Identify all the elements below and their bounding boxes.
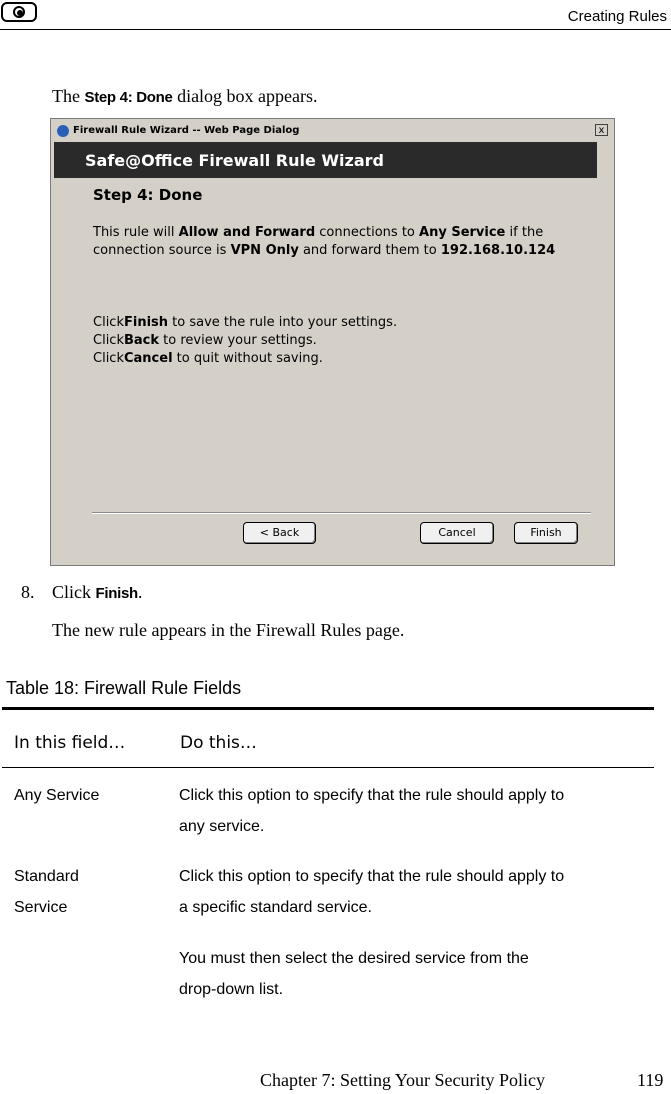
step-8-result: The new rule appears in the Firewall Rules page. — [52, 620, 405, 640]
field-line: Service — [14, 899, 68, 916]
browser-icon — [57, 125, 69, 137]
column-header-action: Do this… — [180, 733, 257, 753]
running-header-title: Creating Rules — [567, 8, 667, 25]
instruction-text: to save the rule into your settings. — [172, 315, 398, 330]
table-top-rule — [2, 707, 654, 710]
intro-suffix: dialog box appears. — [177, 86, 318, 106]
page-number: 119 — [637, 1070, 664, 1090]
column-header-field: In this field… — [14, 733, 126, 753]
instruction-text: to quit without saving. — [176, 351, 323, 366]
summary-line-1 — [93, 225, 543, 240]
description-line: any service. — [179, 818, 265, 835]
instruction-text: Click — [93, 315, 124, 330]
step-suffix: . — [137, 582, 143, 602]
wizard-banner-title: Safe@Office Firewall Rule Wizard — [85, 151, 384, 170]
intro-bold: Step 4: Done — [84, 89, 173, 106]
step-8-instruction — [52, 581, 142, 605]
intro-paragraph — [52, 85, 318, 109]
instruction-text: to review your settings. — [163, 333, 317, 348]
description-line: Click this option to specify that the rule should apply to — [179, 787, 565, 804]
summary-text: and forward them to — [302, 243, 437, 258]
instruction-keyword: Cancel — [123, 351, 173, 366]
table-row-description — [179, 780, 564, 842]
summary-text: connections to — [319, 225, 415, 240]
dialog-window-title: Firewall Rule Wizard -- Web Page Dialog — [73, 125, 300, 136]
instruction-keyword: Finish — [123, 315, 169, 330]
summary-destination: 192.168.10.124 — [440, 243, 556, 258]
wizard-dialog-screenshot — [50, 118, 615, 566]
summary-text: This rule will — [93, 225, 175, 240]
instruction-keyword: Back — [123, 333, 160, 348]
summary-text: if the — [509, 225, 544, 240]
summary-source: VPN Only — [230, 243, 299, 258]
camera-eye-icon — [1, 2, 37, 22]
description-line: a specific standard service. — [179, 899, 372, 916]
summary-action: Allow and Forward — [178, 225, 316, 240]
header-rule — [0, 29, 671, 30]
instruction-text: Click — [93, 333, 124, 348]
table-header-rule — [2, 767, 654, 768]
summary-text: connection source is — [93, 243, 227, 258]
footer-chapter: Chapter 7: Setting Your Security Policy — [260, 1070, 545, 1090]
table-row-note — [179, 943, 529, 1005]
note-line: drop-down list. — [179, 981, 284, 998]
step-bold: Finish — [95, 585, 138, 602]
intro-prefix: The — [52, 86, 80, 106]
step-number: 8. — [21, 582, 35, 602]
table-row-field — [14, 861, 79, 923]
icon-dot — [17, 10, 23, 16]
back-button[interactable]: < Back — [243, 522, 316, 544]
table-row-field: Any Service — [14, 787, 100, 804]
finish-button[interactable]: Finish — [514, 522, 578, 544]
summary-service: Any Service — [419, 225, 506, 240]
description-line: Click this option to specify that the rule should apply to — [179, 868, 565, 885]
note-line: You must then select the desired service from the — [179, 950, 529, 967]
cancel-button[interactable]: Cancel — [420, 522, 494, 544]
instruction-back — [93, 333, 317, 348]
table-row-description — [179, 861, 564, 923]
wizard-step-title: Step 4: Done — [93, 186, 203, 204]
close-icon[interactable]: x — [595, 124, 608, 136]
instruction-text: Click — [93, 351, 124, 366]
table-caption: Table 18: Firewall Rule Fields — [6, 678, 242, 698]
step-prefix: Click — [52, 582, 91, 602]
dialog-titlebar — [53, 122, 612, 140]
dialog-separator — [92, 512, 591, 514]
summary-line-2 — [93, 243, 555, 258]
instruction-finish — [93, 315, 397, 330]
instruction-cancel — [93, 351, 323, 366]
field-line: Standard — [14, 868, 79, 885]
